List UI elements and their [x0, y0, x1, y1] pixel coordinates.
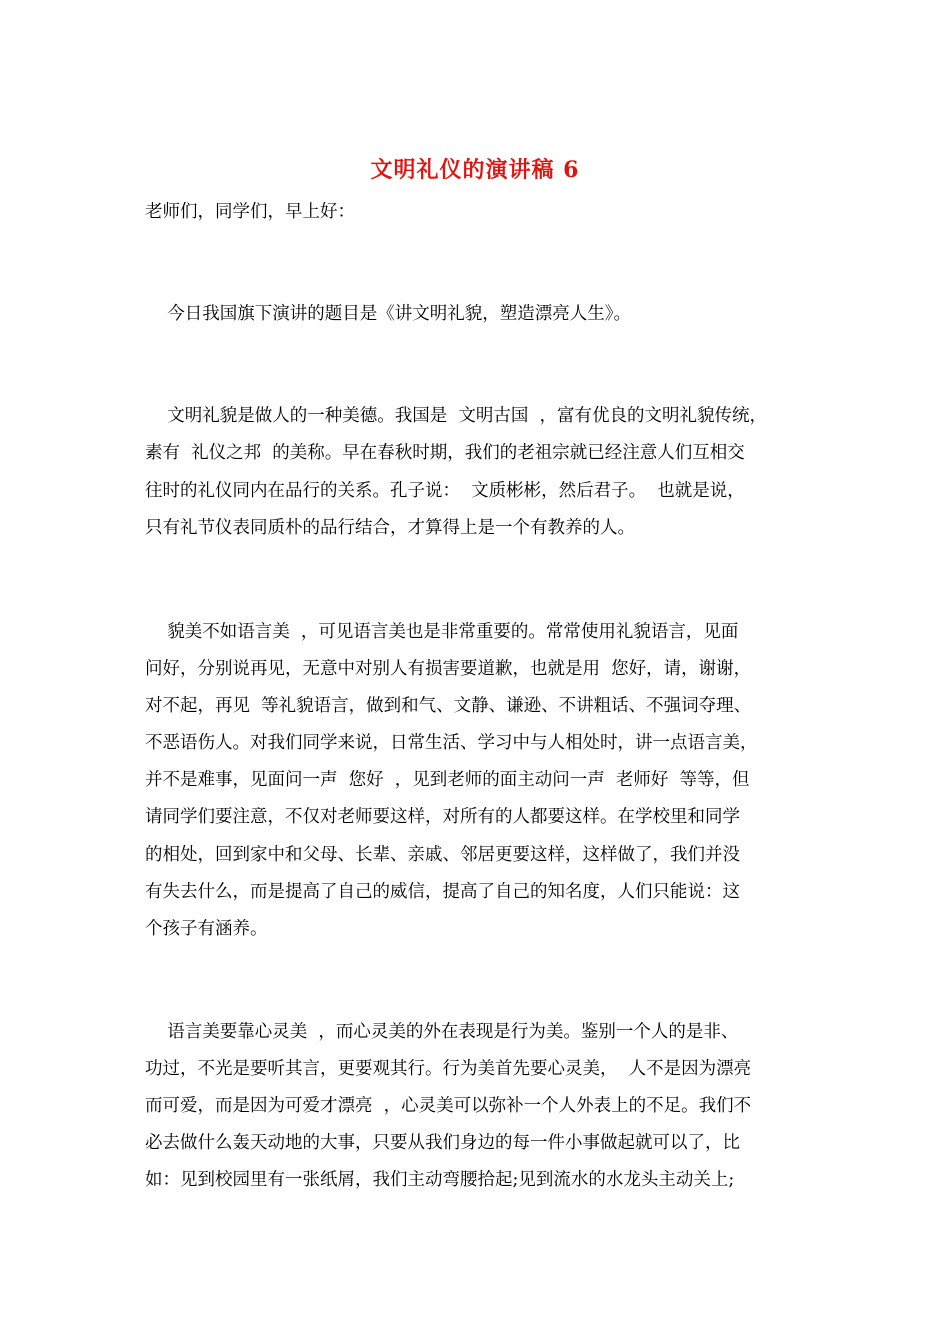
- document-title: 文明礼仪的演讲稿 6: [370, 157, 580, 183]
- paragraph-line: 貌美不如语言美 ，可见语言美也是非常重要的。常常使用礼貌语言，见面: [145, 622, 739, 642]
- paragraph-line: 请同学们要注意，不仅对老师要这样，对所有的人都要这样。在学校里和同学: [145, 807, 740, 827]
- paragraph-line: 往时的礼仪同内在品行的关系。孔子说： 文质彬彬，然后君子。 也就是说，: [145, 481, 745, 501]
- paragraph-line: 今日我国旗下演讲的题目是《讲文明礼貌，塑造漂亮人生》。: [145, 304, 631, 324]
- greeting-line: 老师们，同学们，早上好：: [145, 202, 355, 222]
- paragraph-line: 如：见到校园里有一张纸屑，我们主动弯腰拾起;见到流水的水龙头主动关上;: [145, 1170, 735, 1190]
- paragraph-line: 功过，不光是要听其言，更要观其行。行为美首先要心灵美， 人不是因为漂亮: [145, 1059, 752, 1079]
- paragraph-line: 并不是难事，见面问一声 您好 ，见到老师的面主动问一声 老师好 等等，但: [145, 770, 750, 790]
- paragraph-line: 有失去什么，而是提高了自己的威信，提高了自己的知名度，人们只能说：这: [145, 882, 740, 902]
- paragraph-line: 问好，分别说再见，无意中对别人有损害要道歉，也就是用 您好，请，谢谢，: [145, 659, 752, 679]
- paragraph-line: 个孩子有涵养。: [145, 919, 268, 939]
- paragraph-line: 文明礼貌是做人的一种美德。我国是 文明古国 ，富有优良的文明礼貌传统，: [145, 406, 767, 426]
- paragraph-line: 素有 礼仪之邦 的美称。早在春秋时期，我们的老祖宗就已经注意人们互相交: [145, 443, 745, 463]
- paragraph-line: 而可爱，而是因为可爱才漂亮 ，心灵美可以弥补一个人外表上的不足。我们不: [145, 1096, 752, 1116]
- paragraph-line: 语言美要靠心灵美 ，而心灵美的外在表现是行为美。鉴别一个人的是非、: [145, 1022, 739, 1042]
- paragraph-line: 的相处，回到家中和父母、长辈、亲戚、邻居更要这样，这样做了，我们并没: [145, 845, 740, 865]
- paragraph-line: 只有礼节仪表同质朴的品行结合，才算得上是一个有教养的人。: [145, 518, 635, 538]
- paragraph-line: 不恶语伤人。对我们同学来说，日常生活、学习中与人相处时，讲一点语言美，: [145, 733, 758, 753]
- paragraph-line: 必去做什么轰天动地的大事，只要从我们身边的每一件小事做起就可以了，比: [145, 1133, 740, 1153]
- paragraph-line: 对不起，再见 等礼貌语言，做到和气、文静、谦逊、不讲粗话、不强词夺理、: [145, 696, 752, 716]
